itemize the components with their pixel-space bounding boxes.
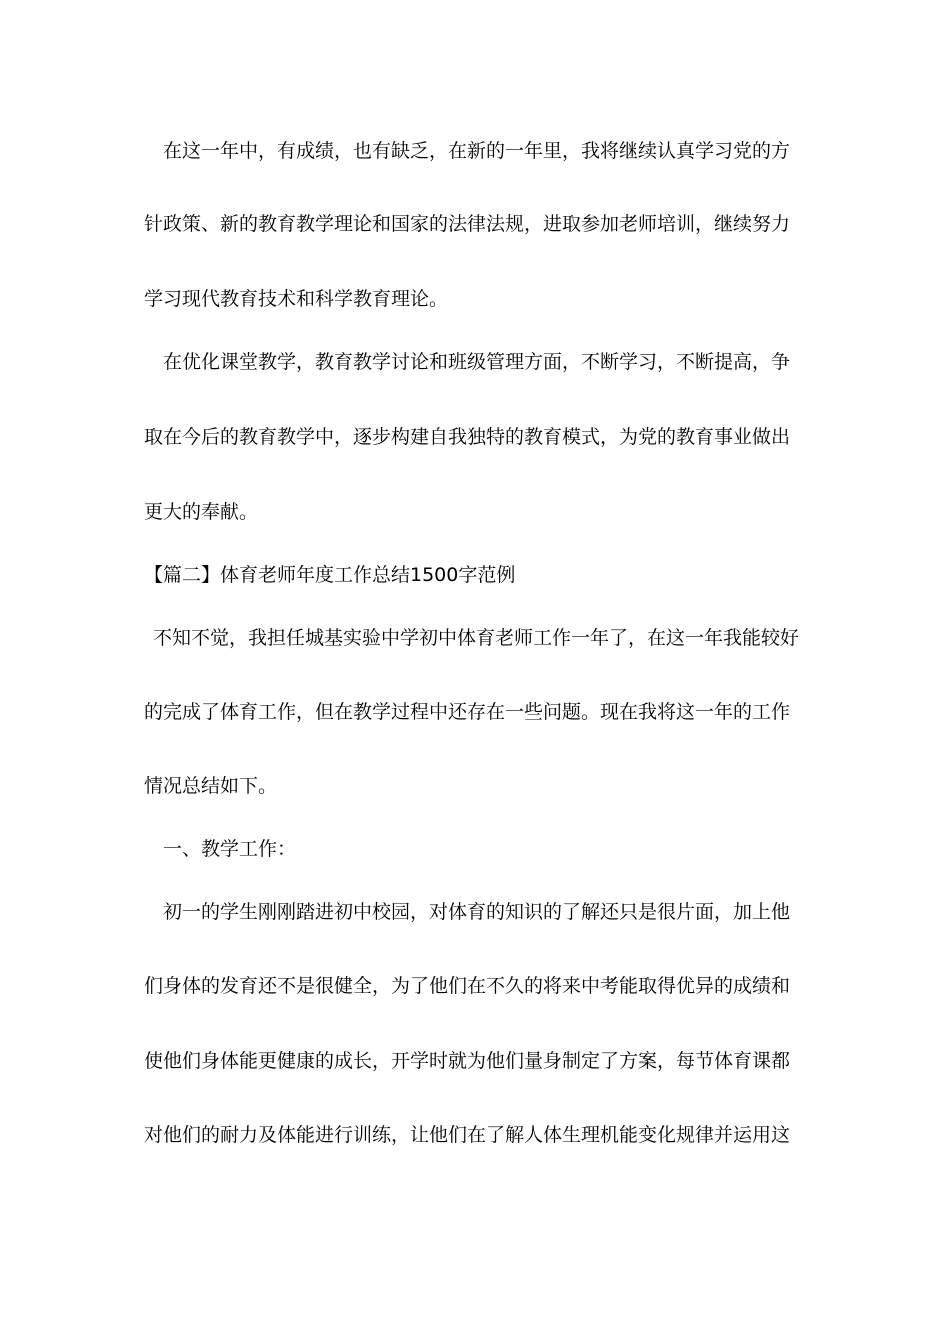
paragraph-line: 的完成了体育工作，但在教学过程中还存在一些问题。现在我将这一年的工作 bbox=[144, 701, 791, 723]
paragraph-line: 使他们身体能更健康的成长，开学时就为他们量身制定了方案，每节体育课都 bbox=[144, 1050, 791, 1072]
paragraph-line: 情况总结如下。 bbox=[144, 775, 278, 797]
paragraph-line: 对他们的耐力及体能进行训练，让他们在了解人体生理机能变化规律并运用这 bbox=[144, 1124, 791, 1146]
paragraph-line: 初一的学生刚刚踏进初中校园，对体育的知识的了解还只是很片面，加上他 bbox=[163, 901, 791, 923]
paragraph-line: 针政策、新的教育教学理论和国家的法律法规，进取参加老师培训，继续努力 bbox=[144, 213, 791, 235]
paragraph-line: 们身体的发育还不是很健全，为了他们在不久的将来中考能取得优异的成绩和 bbox=[144, 975, 791, 997]
paragraph-line: 在这一年中，有成绩，也有缺乏，在新的一年里，我将继续认真学习党的方 bbox=[163, 140, 791, 162]
paragraph-line: 学习现代教育技术和科学教育理论。 bbox=[144, 288, 449, 310]
paragraph-line: 在优化课堂教学，教育教学讨论和班级管理方面，不断学习，不断提高，争 bbox=[163, 351, 791, 373]
paragraph-line: 更大的奉献。 bbox=[144, 501, 259, 523]
paragraph-line: 不知不觉，我担任城基实验中学初中体育老师工作一年了，在这一年我能较好 bbox=[153, 627, 800, 649]
subsection-heading: 一、教学工作： bbox=[163, 838, 297, 860]
section-heading: 【篇二】体育老师年度工作总结1500字范例 bbox=[144, 564, 516, 586]
paragraph-line: 取在今后的教育教学中，逐步构建自我独特的教育模式，为党的教育事业做出 bbox=[144, 426, 791, 448]
